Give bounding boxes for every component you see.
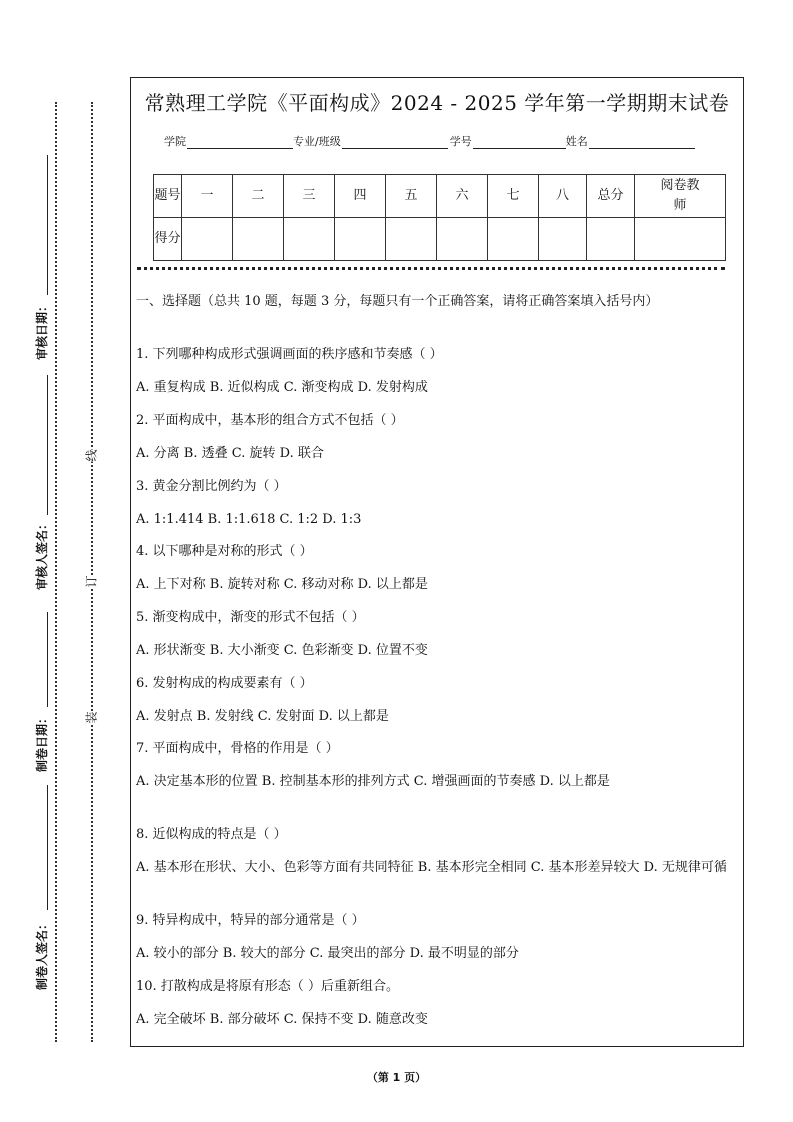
options-7: A. 决定基本形的位置 B. 控制基本形的排列方式 C. 增强画面的节奏感 D. 以上都是 [136,774,610,789]
paper-date-label: 制卷日期： [35,711,49,772]
score-cell[interactable] [437,218,488,261]
student-id-label: 学号 [449,135,472,148]
reviewer-signature-label: 审核人签名： [35,517,49,590]
score-table-header-row [154,175,726,218]
college-label: 学院 [164,135,186,148]
section-heading: 一、选择题（总共 10 题，每题 3 分，每题只有一个正确答案，请将正确答案填入括号内） [136,294,659,309]
table-header-cell: 二 [233,175,284,218]
options-9: A. 较小的部分 B. 较大的部分 C. 最突出的部分 D. 最不明显的部分 [136,946,519,961]
page-number: （第 1 页） [366,1071,427,1084]
question-6: 6. 发射构成的构成要素有（ ） [136,676,313,691]
score-cell[interactable] [284,218,335,261]
paper-maker-signature-label: 制卷人签名： [35,917,49,990]
question-7: 7. 平面构成中，骨格的作用是（ ） [136,741,339,756]
question-9: 9. 特异构成中，特异的部分通常是（ ） [136,913,365,928]
score-cell[interactable] [635,218,726,261]
exam-title: 常熟理工学院《平面构成》2024 - 2025 学年第一学期期末试卷 [144,91,730,115]
cut-mark-line: 线 [84,449,99,462]
question-4: 4. 以下哪种是对称的形式（ ） [136,544,313,559]
score-cell[interactable] [539,218,587,261]
review-date-label: 审核日期： [35,299,49,360]
options-10: A. 完全破坏 B. 部分破坏 C. 保持不变 D. 随意改变 [136,1012,428,1027]
options-3: A. 1:1.414 B. 1:1.618 C. 1:2 D. 1:3 [136,512,362,527]
table-header-cell: 阅卷教师 [635,175,726,218]
table-header-cell: 一 [182,175,233,218]
question-1: 1. 下列哪种构成形式强调画面的秩序感和节奏感（ ） [136,347,443,362]
college-field[interactable] [187,136,293,149]
score-cell[interactable] [587,218,635,261]
question-10: 10. 打散构成是将原有形态（ ）后重新组合。 [136,979,399,994]
paper-date-blank [47,612,48,707]
question-5: 5. 渐变构成中，渐变的形式不包括（ ） [136,610,365,625]
student-info-row [164,133,695,149]
options-8: A. 基本形在形状、大小、色彩等方面有共同特征 B. 基本形完全相同 C. 基本形差异较大 D. 无规律可循 [136,860,727,875]
question-2: 2. 平面构成中，基本形的组合方式不包括（ ） [136,413,404,428]
table-header-cell: 八 [539,175,587,218]
options-1: A. 重复构成 B. 近似构成 C. 渐变构成 D. 发射构成 [136,380,428,395]
options-6: A. 发射点 B. 发射线 C. 发射面 D. 以上都是 [136,709,389,724]
score-row-label: 得分 [154,218,182,261]
paper-maker-signature-blank [47,785,48,910]
options-4: A. 上下对称 B. 旋转对称 C. 移动对称 D. 以上都是 [136,577,428,592]
score-cell[interactable] [335,218,386,261]
options-2: A. 分离 B. 透叠 C. 旋转 D. 联合 [136,446,324,461]
table-header-cell: 六 [437,175,488,218]
margin-dotted-line-inner [91,102,93,1042]
score-cell[interactable] [386,218,437,261]
name-field[interactable] [589,136,695,149]
review-date-blank [47,155,48,295]
score-cell[interactable] [182,218,233,261]
table-header-cell: 五 [386,175,437,218]
table-header-cell: 题号 [154,175,182,218]
reviewer-signature-blank [47,375,48,515]
major-class-field[interactable] [342,136,448,149]
score-cell[interactable] [488,218,539,261]
table-header-cell: 三 [284,175,335,218]
name-label: 姓名 [565,135,588,148]
cut-mark-staple: 订 [84,575,99,588]
margin-dotted-line-outer [55,102,57,1042]
question-3: 3. 黄金分割比例约为（ ） [136,479,287,494]
major-class-label: 专业/班级 [293,135,341,148]
cut-mark-bind: 装 [84,711,99,724]
student-id-field[interactable] [473,136,566,149]
score-table [153,174,726,261]
table-header-cell: 七 [488,175,539,218]
score-table-score-row [154,218,726,261]
options-5: A. 形状渐变 B. 大小渐变 C. 色彩渐变 D. 位置不变 [136,643,428,658]
exam-paper-frame [130,77,744,1047]
score-cell[interactable] [233,218,284,261]
table-header-cell: 四 [335,175,386,218]
section-divider [137,267,725,270]
question-8: 8. 近似构成的特点是（ ） [136,827,287,842]
table-header-cell: 总分 [587,175,635,218]
